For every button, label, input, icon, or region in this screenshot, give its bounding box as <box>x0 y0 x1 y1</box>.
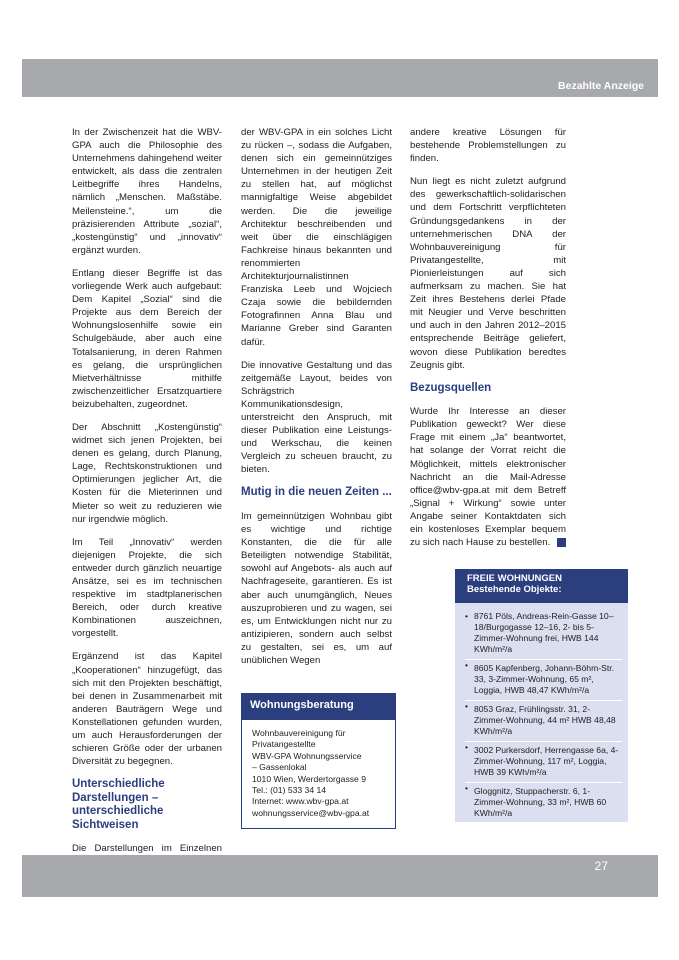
phone-line: Tel.: (01) 533 34 14 <box>252 785 327 796</box>
address-line: Privatangestellte <box>252 739 316 750</box>
paragraph: Nun liegt es nicht zuletzt aufgrund des gewerkschaftlich-solidarischen und dem Fortschritt verpflichteten Gründungsgedankens in der unternehmerischen DNA der Wohnbauvereinigung für Privatangestellte, mit Pionierleistungen auf sich aufmerksam zu machen. Sie hat Zeit ihres Bestehens derlei Pfade mit Neugier und Verve beschritten und auch in den Jahren 2012–2015 entsprechende Beiträge geliefert, wovon diese Publikation beredtes Zeugnis gibt. <box>410 176 566 371</box>
section-heading: Bezugsquellen <box>410 381 492 394</box>
email-link[interactable]: wohnungsservice@wbv-gpa.at <box>252 807 370 818</box>
paragraph-text: Wurde Ihr Interesse an dieser Publikation geweckt? Wer diese Frage mit einem „Ja“ beantwortet, hat solange der Vorrat reicht die Möglichkeit, mittels elektronischer Nachricht an die Mail-Adresse office@wbv-gpa.at mit dem Betreff „Signal + Wirkung“ sowie unter Angabe seiner Kontaktdaten sich ein kostenloses Exemplar bequem zu sich nach Hause zu bestellen. <box>410 406 566 549</box>
address-line: WBV-GPA Wohnungsservice <box>252 750 362 761</box>
list-item: • 8605 Kapfenberg, Johann-Böhm-Str. 33, 3-Zimmer-Wohnung, 65 m², Loggia, HWB 48,47 KWh/m²/a <box>465 659 622 696</box>
list-item: • Gloggnitz, Stuppacherstr. 6, 1-Zimmer-Wohnung, 33 m², HWB 60 KWh/m²/a <box>465 782 622 819</box>
column-1 <box>72 126 222 892</box>
wohnungsberatung-box <box>241 693 396 829</box>
section-heading: Unterschiedliche Darstellungen – unterschiedliche Sichtweisen <box>72 778 165 831</box>
paragraph: Die innovative Gestaltung und das zeitgemäße Layout, beides von Schrägstrich Kommunikationsdesign, unterstreicht den Anspruch, mit dieser Publikation eine Leistungs- und Werkschau, die keinen Vergleich zu scheuen braucht, zu bieten. <box>241 359 392 476</box>
end-mark-icon <box>557 538 566 547</box>
paid-ad-label: Bezahlte Anzeige <box>558 80 644 92</box>
list-item: • 3002 Purkersdorf, Herrengasse 6a, 4-Zimmer-Wohnung, 117 m², Loggia, HWB 39 KWh/m²/a <box>465 741 622 778</box>
paragraph: Im gemeinnützigen Wohnbau gibt es wichtige und richtige Konstanten, die die für alle Beteiligten notwendige Stabilität, sowohl auf Angebots- als auch auf Nachfrageseite, garantieren. Es ist aber auch unumgänglich, Neues auszuprobieren und zu wagen, sei es, um Entwicklungen nicht nur zu antizipieren, sondern auch selbst zu gestalten, sei es, um auf unüblichen Wegen <box>241 510 392 666</box>
box-subtitle: Bestehende Objekte: <box>467 584 562 595</box>
paragraph: Der Abschnitt „Kostengünstig“ widmet sich jenen Projekten, bei denen es gelang, durch Planung, Lage, Rechtskonstruktionen und Optimierungen jeglicher Art, die Kosten für die Mieterinnen und Mieter so weit zu reduzieren wie nur irgendwie möglich. <box>72 421 222 525</box>
address-line: – Gassenlokal <box>252 762 307 773</box>
box-header <box>455 569 628 603</box>
paragraph: andere kreative Lösungen für bestehende Problemstellungen zu finden. <box>410 127 566 165</box>
paragraph: der WBV-GPA in ein solches Licht zu rücken –, sodass die Aufgaben, denen sich ein gemeinnütziges Unternehmen in der heutigen Zeit zu stellen hat, auf möglichst mannigfaltige Weise abgebildet werden. Die die jeweilige Architektur beschreibenden und weit über die einschlägigen Fachkreise hinaus bekannten und renommierten Architekturjournalistinnen Franziska Leeb und Wojciech Czaja sowie die bebildernden Fotografinnen Anna Blau und Marianne Greber sind Garanten dafür. <box>241 127 392 348</box>
section-heading: Mutig in die neuen Zeiten ... <box>241 486 392 499</box>
box-body <box>242 720 395 827</box>
list-item: • 8053 Graz, Frühlingsstr. 31, 2-Zimmer-Wohnung, 44 m² HWB 48,48 KWh/m²/a <box>465 700 622 737</box>
column-3 <box>410 126 566 559</box>
paragraph: Die Darstellungen im Einzelnen <box>72 843 222 855</box>
paragraph: Ergänzend ist das Kapitel „Kooperationen“ hinzugefügt, das sich mit den Projekten beschäftigt, bei denen in Zusammenarbeit mit anderen Bauträgern Wege und Konstellationen gefunden wurden, um auch Herausforderungen der schieren Größe oder der urbanen Diversität zu begegnen. <box>72 651 222 768</box>
apartment-list <box>455 603 628 819</box>
page-number: 27 <box>594 859 608 873</box>
paragraph: In der Zwischenzeit hat die WBV-GPA auch die Philosophie des Unternehmens dahingehend weiter entwickelt, als dass die zentralen Leitbegriffe ihres Handelns, nämlich „Menschen. Maßstäbe. Meilensteine.“, um die präzisierenden Attribute „sozial“, „kostengünstig“ und „innovativ“ ergänzt wurden. <box>72 127 222 256</box>
paragraph: Entlang dieser Begriffe ist das vorliegende Werk auch aufgebaut: Dem Kapitel „Sozial“ sind die Projekte aus dem Bereich der Wohnungslosenhilfe sowie ein Schulgebäude, aber auch eine Totalsanierung, in deren Rahmen es gelang, die ursprünglichen Mietverhältnisse mithilfe zwischenzeitlicher Ersatzquartiere beizubehalten, zugeordnet. <box>72 267 222 410</box>
paragraph: Im Teil „Innovativ“ werden diejenigen Projekte, die sich entweder durch gänzlich neuartige Ansätze, sei es im technischen respektive im stadtplanerischen Bereich, oder durch kreative Kombinationen auszeichnen, vorgestellt. <box>72 536 222 640</box>
list-item: • 8761 Pöls, Andreas-Rein-Gasse 10–18/Burgogasse 12–16, 2- bis 5-Zimmer-Wohnung frei, HWB 144 KWh/m²/a <box>465 611 622 655</box>
column-2 <box>241 126 392 677</box>
freie-wohnungen-box <box>455 569 628 822</box>
box-title: FREIE WOHNUNGEN <box>467 573 562 584</box>
address-line: 1010 Wien, Werdertorgasse 9 <box>252 773 367 784</box>
paragraph <box>410 405 566 549</box>
address-line: Wohnbauvereinigung für <box>252 728 346 738</box>
website-link[interactable]: Internet: www.wbv-gpa.at <box>252 796 349 807</box>
box-title: Wohnungsberatung <box>242 694 395 720</box>
